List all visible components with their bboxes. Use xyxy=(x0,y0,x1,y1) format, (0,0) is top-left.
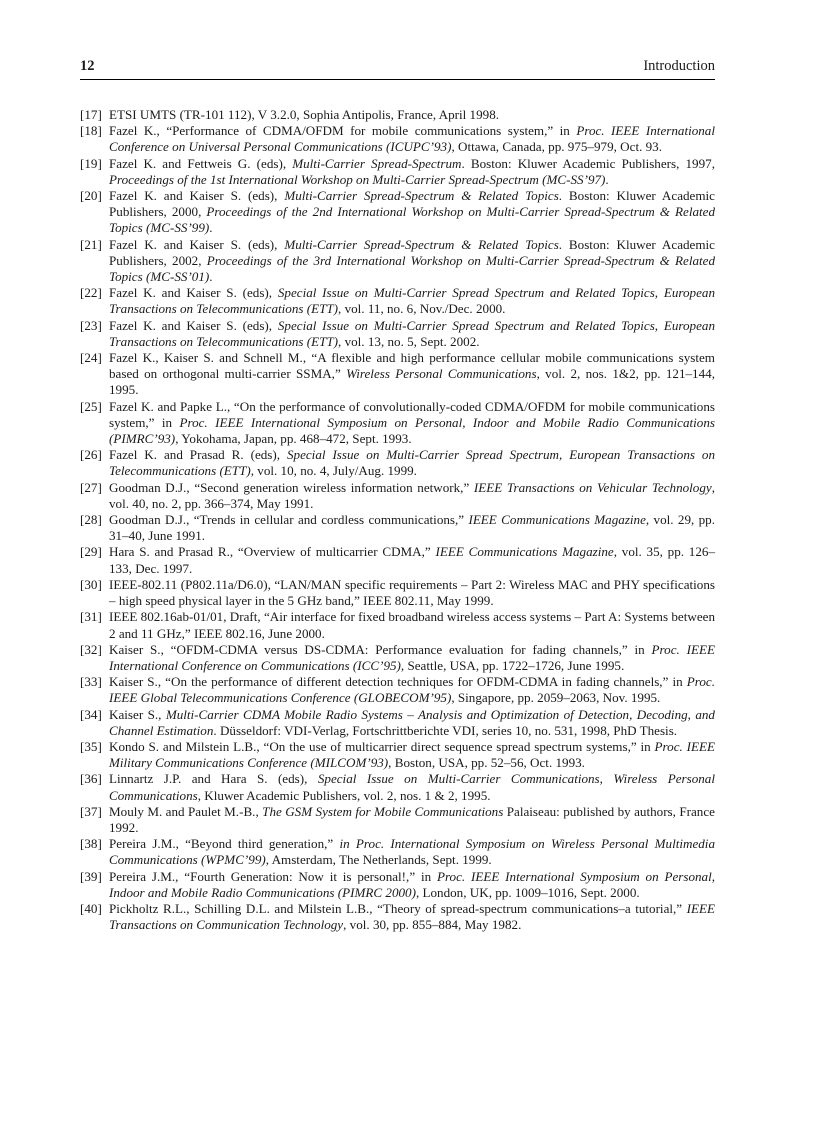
reference-number: [32] xyxy=(80,641,102,657)
reference-italic-segment: IEEE Communications Magazine xyxy=(435,544,614,560)
reference-segment: Kaiser S., “On the performance of different detection techniques for OFDM-CDMA in fading channels,” in xyxy=(109,674,687,690)
reference-segment: , vol. 13, no. 5, Sept. 2002. xyxy=(338,333,480,349)
reference-segment: Fazel K. and Papke L., “On the performance of convolutionally-coded CDMA/OFDM for mobile communications system,” in xyxy=(109,398,715,430)
reference-number: [26] xyxy=(80,447,102,463)
reference-text xyxy=(109,609,715,641)
reference-entry xyxy=(80,609,715,641)
reference-italic-segment: in Proc. International Symposium on Wireless Personal Multimedia Communications (WPMC’99) xyxy=(109,836,715,868)
reference-text xyxy=(109,577,715,609)
reference-text xyxy=(109,107,715,123)
reference-text xyxy=(109,237,715,286)
reference-text xyxy=(109,707,715,739)
reference-entry xyxy=(80,123,715,155)
reference-segment: Linnartz J.P. and Hara S. (eds), xyxy=(109,771,318,787)
reference-text xyxy=(109,544,715,576)
reference-text xyxy=(109,642,715,674)
reference-italic-segment: Proc. IEEE International Conference on Universal Personal Communications (ICUPC’93) xyxy=(109,123,715,155)
reference-entry xyxy=(80,707,715,739)
reference-segment: Fazel K. and Kaiser S. (eds), xyxy=(109,188,285,204)
reference-number: [25] xyxy=(80,398,102,414)
reference-italic-segment: Wireless Personal Communications xyxy=(346,366,537,382)
reference-number: [40] xyxy=(80,900,102,916)
reference-italic-segment: IEEE Communications Magazine xyxy=(468,512,646,528)
reference-segment: Kondo S. and Milstein L.B., “On the use of multicarrier direct sequence spread spectrum systems,” in xyxy=(109,738,655,754)
reference-entry xyxy=(80,350,715,399)
reference-segment: , Yokohama, Japan, pp. 468–472, Sept. 1993. xyxy=(175,431,412,447)
reference-number: [37] xyxy=(80,803,102,819)
reference-segment: . xyxy=(605,171,609,187)
reference-italic-segment: Proc. IEEE International Symposium on Personal, Indoor and Mobile Radio Communications (PIMRC 2000) xyxy=(109,868,716,900)
reference-entry xyxy=(80,901,715,933)
reference-text xyxy=(109,836,715,868)
reference-segment: , vol. 40, no. 2, pp. 366–374, May 1991. xyxy=(109,479,715,511)
reference-segment: Fazel K. and Kaiser S. (eds), xyxy=(109,317,278,333)
reference-number: [20] xyxy=(80,188,102,204)
reference-segment: , Ottawa, Canada, pp. 975–979, Oct. 93. xyxy=(451,139,663,155)
reference-segment: Fazel K., Kaiser S. and Schnell M., “A flexible and high performance cellular mobile communications system based on orthogonal multi-carrier SSMA,” xyxy=(109,350,715,382)
reference-segment: Goodman D.J., “Trends in cellular and cordless communications,” xyxy=(109,512,469,528)
reference-segment: ETSI UMTS (TR-101 112), V 3.2.0, Sophia Antipolis, France, April 1998. xyxy=(109,107,500,122)
reference-entry xyxy=(80,447,715,479)
reference-segment: . Düsseldorf: VDI-Verlag, Fortschrittberichte VDI, series 10, no. 531, 1998, PhD Thesis. xyxy=(213,722,678,738)
reference-italic-segment: Special Issue on Multi-Carrier Spread Spectrum and Related Topics, European Transactions on Telecommunications (ETT) xyxy=(109,317,716,349)
reference-segment: , Seattle, USA, pp. 1722–1726, June 1995. xyxy=(400,657,625,673)
reference-entry xyxy=(80,237,715,286)
reference-number: [33] xyxy=(80,674,102,690)
reference-italic-segment: Proc. IEEE Military Communications Conference (MILCOM’93) xyxy=(109,738,715,771)
reference-italic-segment: Proc. IEEE International Conference on Communications (ICC’95) xyxy=(109,641,715,673)
reference-number: [23] xyxy=(80,317,102,333)
reference-italic-segment: Multi-Carrier Spread-Spectrum & Related Topics xyxy=(284,236,559,252)
reference-italic-segment: Proc. IEEE Global Telecommunications Conference (GLOBECOM’95) xyxy=(109,674,715,706)
reference-entry xyxy=(80,480,715,512)
reference-segment: , Kluwer Academic Publishers, vol. 2, nos. 1 & 2, 1995. xyxy=(197,787,491,803)
reference-italic-segment: Proc. IEEE International Symposium on Personal, Indoor and Mobile Radio Communications (PIMRC’93) xyxy=(109,414,715,447)
reference-segment: IEEE-802.11 (P802.11a/D6.0), “LAN/MAN specific requirements – Part 2: Wireless MAC and PHY specifications – high speed physical layer in the 5 GHz band,” IEEE 802.11, May 1999. xyxy=(109,576,715,609)
reference-number: [31] xyxy=(80,609,102,625)
reference-number: [21] xyxy=(80,236,102,252)
reference-entry xyxy=(80,642,715,674)
reference-segment: Fazel K. and Kaiser S. (eds), xyxy=(109,285,278,301)
reference-number: [39] xyxy=(80,868,102,884)
reference-italic-segment: IEEE Transactions on Vehicular Technology xyxy=(473,479,712,495)
reference-number: [28] xyxy=(80,512,102,528)
reference-entry xyxy=(80,674,715,706)
reference-number: [22] xyxy=(80,285,102,301)
reference-text xyxy=(109,318,715,350)
reference-text xyxy=(109,188,715,237)
running-head: Introduction xyxy=(643,58,715,74)
reference-segment: . Boston: Kluwer Academic Publishers, 2000, xyxy=(109,188,715,220)
reference-entry xyxy=(80,512,715,544)
reference-segment: Fazel K. and Prasad R. (eds), xyxy=(109,447,287,463)
reference-italic-segment: Proceedings of the 2nd International Workshop on Multi-Carrier Spread-Spectrum & Related Topics (MC-SS’99) xyxy=(109,204,716,236)
header-rule xyxy=(80,79,715,80)
reference-segment: Goodman D.J., “Second generation wireless information network,” xyxy=(109,479,474,495)
reference-segment: , Singapore, pp. 2059–2063, Nov. 1995. xyxy=(451,690,661,706)
reference-entry xyxy=(80,107,715,123)
reference-italic-segment: Special Issue on Multi-Carrier Communications, Wireless Personal Communications xyxy=(109,771,715,803)
reference-entry xyxy=(80,869,715,901)
reference-number: [17] xyxy=(80,107,102,122)
reference-italic-segment: IEEE Transactions on Communication Technology xyxy=(109,900,715,933)
reference-entry xyxy=(80,836,715,868)
reference-text xyxy=(109,399,715,448)
reference-text xyxy=(109,156,715,188)
reference-text xyxy=(109,869,715,901)
reference-italic-segment: Special Issue on Multi-Carrier Spread Spectrum, European Transactions on Telecommunications (ETT) xyxy=(109,447,715,479)
reference-entry xyxy=(80,285,715,317)
reference-entry xyxy=(80,544,715,576)
reference-text xyxy=(109,350,715,399)
reference-segment: Fazel K. and Kaiser S. (eds), xyxy=(109,236,285,252)
reference-number: [27] xyxy=(80,479,102,495)
reference-segment: . Boston: Kluwer Academic Publishers, 1997, xyxy=(461,155,715,171)
reference-text xyxy=(109,123,715,155)
reference-segment: Pickholtz R.L., Schilling D.L. and Milstein L.B., “Theory of spread-spectrum communications–a tutorial,” xyxy=(109,900,687,916)
reference-segment: , vol. 11, no. 6, Nov./Dec. 2000. xyxy=(338,301,506,317)
reference-number: [38] xyxy=(80,836,102,852)
reference-number: [24] xyxy=(80,350,102,366)
reference-text xyxy=(109,512,715,544)
reference-segment: . xyxy=(209,269,213,285)
reference-italic-segment: Multi-Carrier Spread-Spectrum & Related Topics xyxy=(284,188,559,204)
reference-list xyxy=(80,107,715,933)
reference-italic-segment: Proceedings of the 1st International Workshop on Multi-Carrier Spread-Spectrum (MC-SS’97) xyxy=(109,171,606,187)
reference-segment: Fazel K. and Fettweis G. (eds), xyxy=(109,155,293,171)
reference-italic-segment: Multi-Carrier Spread-Spectrum xyxy=(292,155,462,171)
reference-segment: , vol. 29, pp. 31–40, June 1991. xyxy=(109,512,715,544)
reference-text xyxy=(109,480,715,512)
reference-number: [19] xyxy=(80,155,102,171)
reference-entry xyxy=(80,156,715,188)
reference-number: [35] xyxy=(80,738,102,754)
reference-segment: Kaiser S., “OFDM-CDMA versus DS-CDMA: Performance evaluation for fading channels,” in xyxy=(109,641,652,657)
reference-entry xyxy=(80,188,715,237)
reference-entry xyxy=(80,771,715,803)
reference-number: [34] xyxy=(80,706,102,722)
reference-segment: , vol. 10, no. 4, July/Aug. 1999. xyxy=(250,463,417,479)
reference-entry xyxy=(80,804,715,836)
reference-segment: Palaiseau: published by authors, France 1992. xyxy=(109,803,715,835)
reference-segment: . Boston: Kluwer Academic Publishers, 2002, xyxy=(109,236,715,268)
reference-segment: , Amsterdam, The Netherlands, Sept. 1999. xyxy=(265,852,492,868)
reference-segment: , Boston, USA, pp. 52–56, Oct. 1993. xyxy=(388,755,585,771)
reference-segment: , vol. 35, pp. 126–133, Dec. 1997. xyxy=(109,544,715,576)
reference-italic-segment: Proceedings of the 3rd International Workshop on Multi-Carrier Spread-Spectrum & Related Topics (MC-SS’01) xyxy=(109,252,716,285)
reference-segment: Mouly M. and Paulet M.-B., xyxy=(109,803,263,819)
reference-segment: Pereira J.M., “Fourth Generation: Now it is personal!,” in xyxy=(109,868,437,884)
reference-italic-segment: Multi-Carrier CDMA Mobile Radio Systems – Analysis and Optimization of Detection, Decoding, and Channel Estimation xyxy=(109,706,715,738)
reference-number: [36] xyxy=(80,771,102,787)
reference-segment: , vol. 2, nos. 1&2, pp. 121–144, 1995. xyxy=(109,366,715,398)
reference-entry xyxy=(80,739,715,771)
reference-number: [30] xyxy=(80,576,102,592)
reference-segment: Pereira J.M., “Beyond third generation,” xyxy=(109,836,340,852)
reference-segment: . xyxy=(209,220,213,236)
reference-italic-segment: Special Issue on Multi-Carrier Spread Spectrum and Related Topics, European Transactions on Telecommunications (ETT) xyxy=(109,285,716,317)
reference-text xyxy=(109,901,715,933)
reference-text xyxy=(109,771,715,803)
reference-entry xyxy=(80,399,715,448)
reference-text xyxy=(109,447,715,479)
reference-number: [29] xyxy=(80,544,102,560)
reference-number: [18] xyxy=(80,123,102,139)
reference-text xyxy=(109,285,715,317)
reference-entry xyxy=(80,577,715,609)
reference-italic-segment: The GSM System for Mobile Communications xyxy=(262,803,504,819)
reference-segment: Fazel K., “Performance of CDMA/OFDM for mobile communications system,” in xyxy=(109,123,577,139)
reference-text xyxy=(109,804,715,836)
page-header xyxy=(80,58,715,78)
reference-segment: IEEE 802.16ab-01/01, Draft, “Air interface for fixed broadband wireless access systems – Part A: Systems between 2 and 11 GHz,” IEEE 802.16, June 2000. xyxy=(109,609,715,641)
reference-entry xyxy=(80,318,715,350)
reference-segment: , London, UK, pp. 1009–1016, Sept. 2000. xyxy=(415,884,640,900)
reference-segment: Kaiser S., xyxy=(109,706,166,722)
reference-text xyxy=(109,739,715,771)
reference-segment: Hara S. and Prasad R., “Overview of multicarrier CDMA,” xyxy=(109,544,436,560)
reference-segment: , vol. 30, pp. 855–884, May 1982. xyxy=(343,917,522,933)
reference-text xyxy=(109,674,715,706)
page-number: 12 xyxy=(80,58,95,74)
